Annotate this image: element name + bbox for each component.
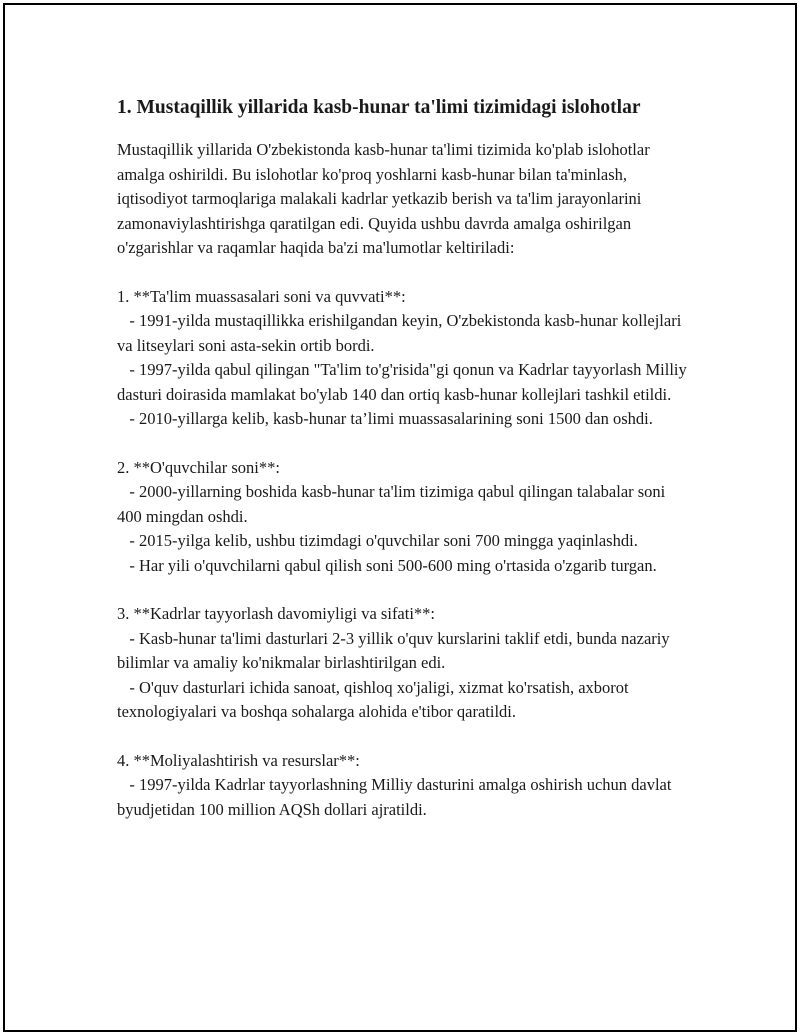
section-heading: 4. **Moliyalashtirish va resurslar**:: [117, 750, 360, 770]
list-item: - O'quv dasturlari ichida sanoat, qishloq xo'jaligi, xizmat ko'rsatish, axborot texnologiyalari va boshqa sohalarga alohida e'tibor qaratildi.: [117, 677, 629, 721]
section-institutions: [117, 285, 692, 432]
document-body: [117, 94, 692, 846]
section-funding: [117, 749, 692, 823]
list-item: - 2010-yillarga kelib, kasb-hunar ta’limi muassasalarining soni 1500 dan oshdi.: [117, 409, 653, 428]
list-item: - Har yili o'quvchilarni qabul qilish soni 500-600 ming o'rtasida o'zgarib turgan.: [117, 555, 657, 575]
section-students: [117, 456, 692, 579]
section-heading: 3. **Kadrlar tayyorlash davomiyligi va sifati**:: [117, 604, 436, 623]
intro-paragraph: Mustaqillik yillarida O'zbekistonda kasb-hunar ta'limi tizimida ko'plab islohotlar amalga oshirildi. Bu islohotlar ko'proq yoshlarni kasb-hunar bilan ta'minlash, iqtisodiyot tarmoqlariga malakali kadrlar yetkazib berish va ta'lim jarayonlarini zamonaviylashtirishga qaratilgan edi. Quyida ushbu davrda amalga oshirilgan o'zgarishlar va raqamlar haqida ba'zi ma'lumotlar keltiriladi:: [117, 140, 650, 257]
list-item: - 1991-yilda mustaqillikka erishilgandan keyin, O'zbekistonda kasb-hunar kollejlari va litseylari soni asta-sekin ortib bordi.: [117, 311, 682, 355]
list-item: - Kasb-hunar ta'limi dasturlari 2-3 yillik o'quv kurslarini taklif etdi, bunda nazariy bilimlar va amaliy ko'nikmalar birlashtirilgan edi.: [117, 628, 670, 672]
section-heading: 1. **Ta'lim muassasalari soni va quvvati**:: [117, 286, 406, 306]
list-item: - 2015-yilga kelib, ushbu tizimdagi o'quvchilar soni 700 mingga yaqinlashdi.: [117, 531, 638, 550]
section-heading: 2. **O'quvchilar soni**:: [117, 457, 280, 477]
section-training-quality: [117, 602, 692, 725]
list-item: - 2000-yillarning boshida kasb-hunar ta'lim tizimiga qabul qilingan talabalar soni 400 mingdan oshdi.: [117, 482, 666, 526]
list-item: - 1997-yilda Kadrlar tayyorlashning Milliy dasturini amalga oshirish uchun davlat byudjetidan 100 million AQSh dollari ajratildi.: [117, 775, 672, 819]
list-item: - 1997-yilda qabul qilingan "Ta'lim to'g'risida"gi qonun va Kadrlar tayyorlash Milliy dasturi doirasida mamlakat bo'ylab 140 dan ortiq kasb-hunar kollejlari tashkil etildi.: [117, 360, 687, 404]
document-title: 1. Mustaqillik yillarida kasb-hunar ta'limi tizimidagi islohotlar: [117, 97, 641, 118]
